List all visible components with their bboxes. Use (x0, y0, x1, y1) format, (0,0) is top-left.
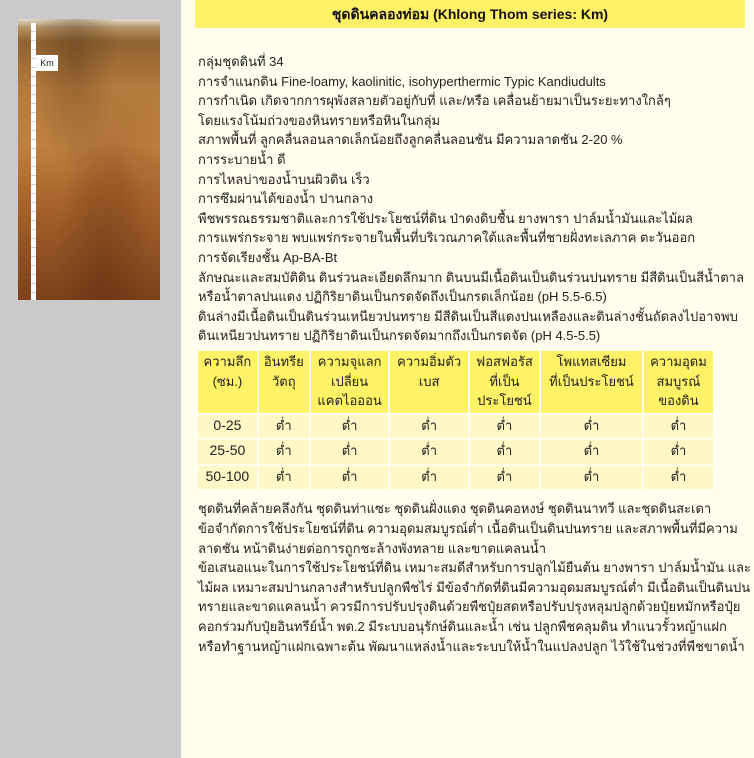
column-header-line: แคตไอออน (317, 393, 382, 409)
rating-cell: ต่ำ (390, 440, 467, 464)
table-header-row (198, 351, 713, 413)
description-line: โดยแรงโน้มถ่วงของหินทรายหรือหินในกลุ่ม (198, 112, 441, 128)
rating-cell: ต่ำ (311, 466, 389, 490)
sidebar (0, 0, 181, 758)
column-header-line: วัตถุ (271, 373, 296, 389)
column-header (259, 351, 309, 413)
column-header (390, 351, 467, 413)
description-line: กลุ่มชุดดินที่ 34 (198, 54, 284, 69)
note-line: ชุดดินที่คล้ายคลึงกัน ชุดดินท่าแซะ ชุดดินฝั่งแดง ชุดดินคอหงษ์ ชุดดินนาทวี และชุดดินสะเดา (198, 501, 712, 517)
column-header (311, 351, 389, 413)
description-line: การไหลบ่าของน้ำบนผิวดิน เร็ว (198, 171, 370, 187)
main-content (198, 52, 754, 656)
description-line: สภาพพื้นที่ ลูกคลื่นลอนลาดเล็กน้อยถึงลูกคลื่นลอนชัน มีความลาดชัน 2-20 % (198, 132, 623, 148)
soil-description (198, 52, 754, 346)
depth-cell: 0-25 (198, 415, 257, 439)
rating-cell: ต่ำ (390, 466, 467, 490)
description-line: การแพร่กระจาย พบแพร่กระจายในพื้นที่บริเวณภาคใต้และพื้นที่ชายฝั่งทะเลภาค ตะวันออก (198, 230, 696, 246)
column-header-line: สมบูรณ์ (656, 373, 701, 389)
description-line: ดินเหนียวปนทราย ปฏิกิริยาดินเป็นกรดจัดมากถึงเป็นกรดจัด (pH 4.5-5.5) (198, 328, 601, 344)
description-line: การกำเนิด เกิดจากการผุพังสลายตัวอยู่กับที่ และ/หรือ เคลื่อนย้ายมาเป็นระยะทางใกล้ๆ (198, 93, 671, 109)
rating-cell: ต่ำ (470, 440, 539, 464)
rating-cell: ต่ำ (644, 415, 713, 439)
column-header-line: เบส (418, 373, 440, 389)
column-header (470, 351, 539, 413)
column-header-line: ความอุดม (650, 353, 707, 369)
column-header-line: อินทรีย (263, 353, 304, 369)
rating-cell: ต่ำ (541, 466, 642, 490)
note-line: ไม้ผล เหมาะสมปานกลางสำหรับปลูกพืชไร่ มีข้อจำกัดที่ดินมีความอุดมสมบูรณ์ต่ำ มีเนื้อดินเป็นดินปน (198, 579, 751, 595)
column-header (644, 351, 713, 413)
description-line: หรือน้ำตาลปนแดง ปฏิกิริยาดินเป็นกรดจัดถึงเป็นกรดเล็กน้อย (pH 5.5-6.5) (198, 289, 607, 305)
description-line: พืชพรรณธรรมชาติและการใช้ประโยชน์ที่ดิน ป่าดงดิบชื้น ยางพารา ปาล์มน้ำมันและไม้ผล (198, 210, 693, 226)
column-header-line: ที่เป็นประโยชน์ (549, 373, 634, 389)
rating-cell: ต่ำ (311, 440, 389, 464)
soil-notes (198, 499, 754, 656)
column-header (541, 351, 642, 413)
description-line: ลักษณะและสมบัติดิน ดินร่วนละเอียดลึกมาก ดินบนมีเนื้อดินเป็นดินร่วนปนทราย มีสีดินเป็นสีน้ำตาล (198, 269, 744, 285)
page-title: ชุดดินคลองท่อม (Khlong Thom series: Km) (195, 0, 745, 28)
photo-series-label: Km (36, 55, 58, 71)
note-line: คอกร่วมกับปุ๋ยอินทรีย์น้ำ พด.2 มีระบบอนุรักษ์ดินและน้ำ เช่น ปลูกพืชคลุมดิน ทำแนวรั้วหญ้าแฝก (198, 619, 727, 635)
description-line: การจัดเรียงชั้น Ap-BA-Bt (198, 249, 338, 265)
rating-cell: ต่ำ (470, 415, 539, 439)
rating-cell: ต่ำ (541, 440, 642, 464)
description-line: การระบายน้ำ ดี (198, 151, 286, 167)
note-line: ทรายและขาดแคลนน้ำ ควรมีการปรับปรุงดินด้วยพืชปุ๋ยสดหรือปรับปรุงหลุมปลูกด้วยปุ๋ยหมักหรือปุ๋ย (198, 599, 741, 615)
soil-profile-photo (18, 19, 160, 300)
column-header-line: ความลึก (203, 353, 252, 369)
rating-cell: ต่ำ (259, 440, 309, 464)
rating-cell: ต่ำ (541, 415, 642, 439)
column-header-line: (ซม.) (212, 373, 243, 389)
soil-properties-table (196, 349, 715, 492)
column-header (198, 351, 257, 413)
column-header-line: ฟอสฟอรัส (475, 353, 533, 369)
depth-cell: 50-100 (198, 466, 257, 490)
table-body (198, 415, 713, 490)
rating-cell: ต่ำ (470, 466, 539, 490)
rating-cell: ต่ำ (259, 415, 309, 439)
table-row (198, 415, 713, 439)
description-line: ดินล่างมีเนื้อดินเป็นดินร่วนเหนียวปนทราย มีสีดินเป็นสีแดงปนเหลืองและดินล่างชั้นถัดลงไปอาจพบ (198, 308, 738, 324)
note-line: ข้อเสนอแนะในการใช้ประโยชน์ที่ดิน เหมาะสมดีสำหรับการปลูกไม้ยืนต้น ยางพารา ปาล์มน้ำมัน และ (198, 560, 751, 576)
table-row (198, 440, 713, 464)
column-header-line: โพแทสเซียม (556, 353, 627, 369)
note-line: ลาดชัน หน้าดินง่ายต่อการถูกชะล้างพังทลาย และขาดแคลนน้ำ (198, 540, 546, 556)
column-header-line: ความจุแลก (317, 353, 382, 369)
rating-cell: ต่ำ (644, 440, 713, 464)
column-header-line: เปลี่ยน (331, 373, 369, 389)
column-header-line: ของดิน (658, 393, 699, 409)
rating-cell: ต่ำ (311, 415, 389, 439)
depth-cell: 25-50 (198, 440, 257, 464)
note-line: หรือทำฐานหญ้าแฝกเฉพาะต้น พัฒนาแหล่งน้ำและระบบให้น้ำในแปลงปลูก ไว้ใช้ในช่วงที่พืชขาดน้ำ (198, 638, 745, 654)
table-row (198, 466, 713, 490)
rating-cell: ต่ำ (259, 466, 309, 490)
rating-cell: ต่ำ (644, 466, 713, 490)
description-line: การจำแนกดิน Fine-loamy, kaolinitic, isohyperthermic Typic Kandiudults (198, 73, 606, 89)
column-header-line: ประโยชน์ (477, 393, 532, 409)
column-header-line: ที่เป็น (489, 373, 520, 389)
column-header-line: ความอิ่มตัว (397, 353, 462, 369)
note-line: ข้อจำกัดการใช้ประโยชน์ที่ดิน ความอุดมสมบูรณ์ต่ำ เนื้อดินเป็นดินปนทราย และสภาพพื้นที่มีความ (198, 521, 738, 537)
rating-cell: ต่ำ (390, 415, 467, 439)
description-line: การซึมผ่านได้ของน้ำ ปานกลาง (198, 191, 374, 207)
